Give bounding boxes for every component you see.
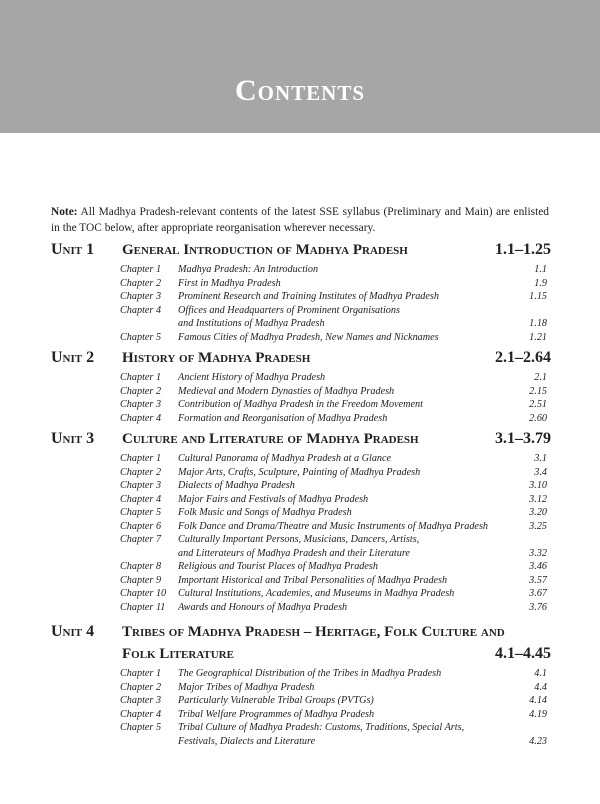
chapter-row[interactable] — [51, 708, 551, 722]
chapter-number: Chapter 8 — [120, 561, 162, 572]
chapter-title: Festivals, Dialects and Literature — [178, 735, 316, 747]
chapter-title: and Institutions of Madhya Pradesh — [178, 318, 325, 329]
note-text: All Madhya Pradesh-relevant contents of the latest SSE syllabus (Preliminary and Main) are enlisted in the TOC below, after appropriate reorganisation wherever necessary. — [51, 206, 549, 234]
chapter-row[interactable] — [51, 506, 551, 520]
unit-title[interactable]: General Introduction of Madhya Pradesh — [122, 242, 408, 258]
chapter-list — [51, 263, 551, 344]
unit-page-range: 3.1–3.79 — [495, 430, 551, 447]
unit-title[interactable]: History of Madhya Pradesh — [122, 350, 311, 366]
chapter-row[interactable] — [51, 304, 551, 318]
chapter-number: Chapter 2 — [120, 277, 162, 289]
chapter-number: Chapter 3 — [120, 480, 162, 491]
chapter-title: Awards and Honours of Madhya Pradesh — [178, 601, 348, 613]
chapter-page: 4.1 — [534, 668, 547, 679]
chapter-row[interactable] — [51, 263, 551, 277]
chapter-page: 1.9 — [534, 277, 547, 289]
chapter-title: First in Madhya Pradesh — [178, 277, 281, 289]
chapter-title: Formation and Reorganisation of Madhya Pradesh — [178, 412, 388, 424]
chapter-title: Folk Music and Songs of Madhya Pradesh — [178, 507, 352, 518]
unit-heading — [51, 348, 551, 368]
chapter-title: Cultural Institutions, Academies, and Museums in Madhya Pradesh — [178, 588, 455, 599]
chapter-number: Chapter 5 — [120, 507, 162, 518]
chapter-page: 4.14 — [529, 695, 547, 706]
unit-heading — [51, 622, 551, 664]
unit-title[interactable]: Tribes of Madhya Pradesh – Heritage, Folk Culture and — [122, 624, 505, 640]
chapter-number: Chapter 11 — [120, 601, 166, 613]
chapter-row[interactable] — [51, 493, 551, 507]
chapter-title: Particularly Vulnerable Tribal Groups (PVTGs) — [178, 695, 374, 706]
chapter-number: Chapter 3 — [120, 695, 162, 706]
chapter-row[interactable] — [51, 560, 551, 574]
chapter-page: 3.67 — [529, 588, 547, 599]
chapter-title: Famous Cities of Madhya Pradesh, New Names and Nicknames — [178, 331, 439, 343]
unit-4 — [51, 622, 551, 748]
chapter-page: 3.57 — [529, 574, 547, 586]
chapter-page: 3.1 — [534, 453, 547, 464]
chapter-number: Chapter 2 — [120, 385, 162, 397]
chapter-number: Chapter 3 — [120, 291, 162, 302]
chapter-list — [51, 667, 551, 748]
chapter-row[interactable] — [51, 331, 551, 345]
chapter-number: Chapter 4 — [120, 412, 162, 424]
chapter-number: Chapter 5 — [120, 722, 162, 733]
chapter-title: Ancient History of Madhya Pradesh — [178, 372, 326, 383]
unit-3 — [51, 429, 551, 614]
chapter-title: Prominent Research and Training Institutes of Madhya Pradesh — [178, 291, 439, 302]
chapter-row[interactable] — [51, 681, 551, 695]
unit-page-range: 2.1–2.64 — [495, 349, 551, 366]
chapter-title: Culturally Important Persons, Musicians, Dancers, Artists, — [178, 534, 420, 545]
unit-heading — [51, 240, 551, 260]
chapter-page: 3.25 — [529, 520, 547, 532]
chapter-row[interactable] — [51, 452, 551, 466]
chapter-title: Contribution of Madhya Pradesh in the Freedom Movement — [178, 399, 423, 410]
unit-2 — [51, 348, 551, 425]
chapter-page: 3.20 — [529, 507, 547, 518]
chapter-number: Chapter 1 — [120, 668, 162, 679]
unit-page-range: 1.1–1.25 — [495, 241, 551, 258]
chapter-list — [51, 452, 551, 614]
chapter-page: 3.76 — [529, 601, 547, 613]
chapter-title: Medieval and Modern Dynasties of Madhya Pradesh — [178, 385, 395, 397]
chapter-number: Chapter 2 — [120, 466, 162, 478]
chapter-title: Dialects of Madhya Pradesh — [178, 480, 295, 491]
chapter-number: Chapter 10 — [120, 588, 167, 599]
chapter-page: 1.15 — [529, 291, 547, 302]
chapter-title: Madhya Pradesh: An Introduction — [178, 264, 319, 275]
chapter-title: The Geographical Distribution of the Tribes in Madhya Pradesh — [178, 668, 442, 679]
chapter-page: 4.4 — [534, 681, 547, 693]
chapter-row[interactable] — [51, 290, 551, 304]
page-title: Contents — [234, 74, 366, 107]
chapter-row-continued[interactable] — [51, 317, 551, 331]
chapter-page: 3.46 — [529, 561, 547, 572]
chapter-number: Chapter 4 — [120, 708, 162, 720]
chapter-row[interactable] — [51, 587, 551, 601]
chapter-page: 3.12 — [529, 493, 547, 505]
chapter-row[interactable] — [51, 520, 551, 534]
chapter-number: Chapter 5 — [120, 331, 162, 343]
header-banner — [0, 0, 600, 133]
chapter-row[interactable] — [51, 479, 551, 493]
chapter-number: Chapter 1 — [120, 372, 162, 383]
chapter-page: 2.51 — [529, 399, 547, 410]
chapter-title: Important Historical and Tribal Personalities of Madhya Pradesh — [178, 574, 448, 586]
unit-label: Unit 4 — [51, 623, 95, 640]
unit-label: Unit 3 — [51, 430, 95, 447]
unit-title[interactable]: Culture and Literature of Madhya Pradesh — [122, 431, 419, 447]
chapter-row[interactable] — [51, 371, 551, 385]
chapter-number: Chapter 9 — [120, 574, 162, 586]
chapter-page: 1.1 — [534, 264, 547, 275]
chapter-row[interactable] — [51, 694, 551, 708]
chapter-page: 3.10 — [529, 480, 547, 491]
unit-1 — [51, 240, 551, 344]
chapter-row[interactable] — [51, 574, 551, 588]
chapter-page: 4.23 — [529, 735, 547, 747]
chapter-page: 3.32 — [529, 547, 547, 559]
note-label: Note: — [51, 206, 78, 218]
chapter-page: 2.1 — [534, 372, 547, 383]
chapter-row[interactable] — [51, 533, 551, 547]
chapter-page: 4.19 — [529, 708, 547, 720]
chapter-title: Religious and Tourist Places of Madhya Pradesh — [178, 561, 378, 572]
chapter-title: Major Tribes of Madhya Pradesh — [178, 681, 315, 693]
note-paragraph — [51, 204, 549, 236]
chapter-page: 2.15 — [529, 385, 547, 397]
unit-label: Unit 2 — [51, 349, 95, 366]
unit-heading — [51, 429, 551, 449]
chapter-number: Chapter 1 — [120, 264, 162, 275]
chapter-page: 1.21 — [529, 331, 547, 343]
chapter-page: 3.4 — [534, 466, 547, 478]
chapter-row[interactable] — [51, 601, 551, 615]
chapter-title: Folk Dance and Drama/Theatre and Music Instruments of Madhya Pradesh — [178, 520, 489, 532]
chapter-number: Chapter 4 — [120, 304, 162, 316]
chapter-number: Chapter 6 — [120, 520, 162, 532]
chapter-page: 1.18 — [529, 318, 547, 329]
chapter-page: 2.60 — [529, 412, 547, 424]
unit-label: Unit 1 — [51, 241, 95, 258]
chapter-row[interactable] — [51, 398, 551, 412]
chapter-row[interactable] — [51, 277, 551, 291]
chapter-title: Offices and Headquarters of Prominent Organisations — [178, 304, 400, 316]
chapter-title: Major Arts, Crafts, Sculpture, Painting of Madhya Pradesh — [178, 466, 421, 478]
chapter-number: Chapter 1 — [120, 453, 162, 464]
chapter-number: Chapter 4 — [120, 493, 162, 505]
unit-title-line2[interactable]: Folk Literature — [122, 646, 234, 662]
chapter-row-continued[interactable] — [51, 547, 551, 561]
unit-page-range: 4.1–4.45 — [495, 645, 551, 662]
chapter-title: and Litterateurs of Madhya Pradesh and their Literature — [178, 547, 410, 559]
chapter-row[interactable] — [51, 721, 551, 735]
chapter-title: Major Fairs and Festivals of Madhya Pradesh — [178, 493, 369, 505]
chapter-number: Chapter 2 — [120, 681, 162, 693]
chapter-number: Chapter 7 — [120, 534, 162, 545]
chapter-title: Tribal Welfare Programmes of Madhya Pradesh — [178, 708, 375, 720]
chapter-list — [51, 371, 551, 425]
chapter-row[interactable] — [51, 385, 551, 399]
chapter-row[interactable] — [51, 667, 551, 681]
chapter-number: Chapter 3 — [120, 399, 162, 410]
chapter-title: Cultural Panorama of Madhya Pradesh at a Glance — [178, 453, 392, 464]
chapter-row[interactable] — [51, 412, 551, 426]
chapter-row-continued[interactable] — [51, 735, 551, 749]
chapter-row[interactable] — [51, 466, 551, 480]
chapter-title: Tribal Culture of Madhya Pradesh: Customs, Traditions, Special Arts, — [178, 722, 465, 733]
